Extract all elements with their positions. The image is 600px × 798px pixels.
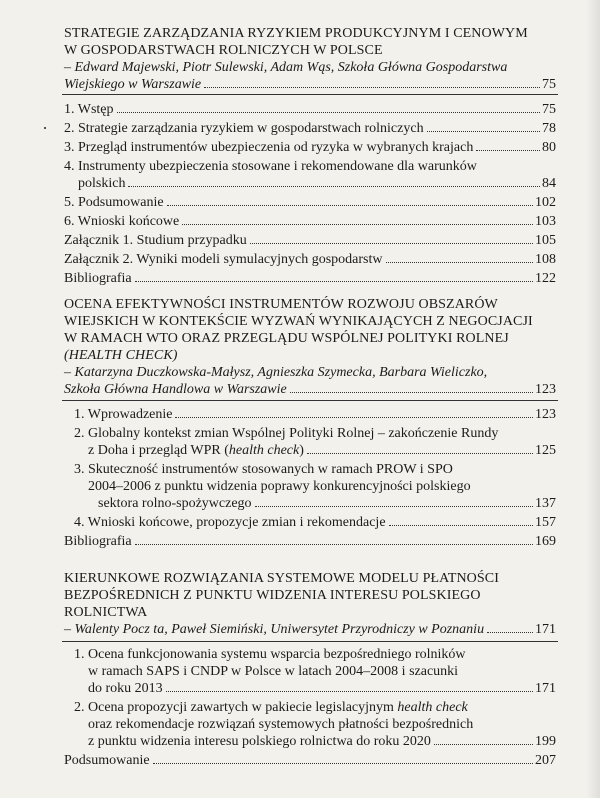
toc-entry[interactable] [64, 194, 556, 211]
section-rule [62, 400, 558, 401]
page-number: 137 [535, 496, 556, 511]
section-2-authors [64, 364, 556, 398]
page-number: 123 [535, 407, 556, 422]
toc-entry[interactable] [64, 213, 556, 230]
section-1-authors-affil: Wiejskiego w Warszawie [64, 77, 202, 92]
entry-label: Podsumowanie [64, 753, 150, 768]
toc-entry[interactable] [64, 514, 556, 531]
section-3-authors [64, 621, 556, 638]
dot-leader [117, 112, 540, 113]
entry-continuation [64, 175, 556, 192]
toc-section-1-items [64, 98, 556, 287]
section-2-authors-row[interactable] [64, 381, 556, 398]
page-number: 123 [535, 382, 556, 397]
section-3-title-line: ROLNICTWA [64, 605, 148, 620]
entry-label [88, 442, 304, 459]
entry-label: Bibliografia [64, 271, 132, 286]
entry-label: 1. Ocena funkcjonowania systemu wsparcia bezpośredniego rolników [74, 647, 466, 662]
entry-label: polskich [78, 176, 126, 191]
section-rule [62, 94, 558, 95]
toc-entry[interactable] [64, 425, 556, 459]
toc-section-2 [64, 296, 556, 398]
dot-leader [290, 392, 533, 393]
page-edge-shadow [586, 0, 600, 798]
dot-leader [128, 186, 540, 187]
dot-leader [307, 453, 533, 454]
section-1-title-line: STRATEGIE ZARZĄDZANIA RYZYKIEM PRODUKCYJNYM I CENOWYM [64, 26, 528, 41]
section-3-authors-line: – Walenty Pocz ta, Paweł Siemiński, Uniwersytet Przyrodniczy w Poznaniu [64, 622, 485, 637]
entry-label: 2004–2006 z punktu widzenia poprawy konkurencyjności polskiego [88, 479, 471, 494]
page-number: 84 [542, 176, 556, 191]
section-2-title-line: (HEALTH CHECK) [64, 348, 178, 363]
entry-label-part: 2. Ocena propozycji zawartych w pakiecie legislacyjnym [74, 700, 398, 715]
page-number: 75 [542, 102, 556, 117]
entry-label: sektora rolno-spożywczego [98, 496, 252, 511]
entry-label: 4. Instrumenty ubezpieczenia stosowane i rekomendowane dla warunków [64, 159, 477, 174]
entry-label: z punktu widzenia interesu polskiego rolnictwa do roku 2020 [88, 734, 431, 749]
toc-section-3 [64, 570, 556, 638]
toc-entry[interactable] [64, 120, 556, 137]
section-2-title-line: W RAMACH WTO ORAZ PRZEGLĄDU WSPÓLNEJ POLITYKI ROLNEJ [64, 331, 509, 346]
entry-label: oraz rekomendacje rozwiązań systemowych płatności bezpośrednich [88, 717, 474, 732]
margin-mark [44, 127, 46, 129]
entry-label: 5. Podsumowanie [64, 195, 164, 210]
toc-entry[interactable] [64, 251, 556, 268]
section-1-authors [64, 59, 556, 93]
entry-continuation [74, 733, 556, 750]
toc-entry[interactable] [64, 270, 556, 287]
toc-entry[interactable] [64, 406, 556, 423]
entry-label-italic: health check [228, 443, 300, 458]
entry-continuation [74, 495, 556, 512]
page-number: 157 [535, 515, 556, 530]
page-number: 171 [535, 681, 556, 696]
section-1-title [64, 25, 556, 59]
entry-label-part: ) [299, 443, 304, 458]
page-number: 207 [535, 753, 556, 768]
entry-label: Załącznik 2. Wyniki modeli symulacyjnych gospodarstw [64, 252, 383, 267]
dot-leader [389, 525, 533, 526]
section-2-title-line: WIEJSKICH W KONTEKŚCIE WYZWAŃ WYNIKAJĄCYCH Z NEGOCJACJI [64, 314, 533, 329]
section-rule [62, 641, 558, 642]
entry-label: 2. Globalny kontekst zmian Wspólnej Polityki Rolnej – zakończenie Rundy [74, 426, 499, 441]
section-3-title-line: KIERUNKOWE ROZWIĄZANIA SYSTEMOWE MODELU PŁATNOŚCI [64, 571, 499, 586]
dot-leader [166, 691, 533, 692]
page-number: 102 [535, 195, 556, 210]
dot-leader [427, 131, 540, 132]
toc-entry[interactable] [64, 101, 556, 118]
section-2-title-line: OCENA EFEKTYWNOŚCI INSTRUMENTÓW ROZWOJU OBSZARÓW [64, 297, 498, 312]
toc-entry[interactable] [64, 232, 556, 249]
entry-label: 2. Strategie zarządzania ryzykiem w gospodarstwach rolniczych [64, 121, 424, 136]
dot-leader [167, 205, 533, 206]
entry-label: Bibliografia [64, 534, 132, 549]
entry-label: 6. Wnioski końcowe [64, 214, 180, 229]
page-number: 169 [535, 534, 556, 549]
entry-continuation [74, 442, 556, 459]
toc-entry[interactable] [64, 461, 556, 512]
section-3-title-line: BEZPOŚREDNICH Z PUNKTU WIDZENIA INTERESU POLSKIEGO [64, 588, 481, 603]
page-number: 78 [542, 121, 556, 136]
dot-leader [153, 763, 533, 764]
section-3-authors-row[interactable] [64, 621, 556, 638]
toc-entry[interactable] [64, 646, 556, 697]
toc-section-1 [64, 25, 556, 93]
section-2-authors-line: – Katarzyna Duczkowska-Małysz, Agnieszka Szymecka, Barbara Wieliczko, [64, 365, 488, 380]
dot-leader [434, 744, 533, 745]
page-number: 108 [535, 252, 556, 267]
entry-continuation [74, 680, 556, 697]
dot-leader [386, 262, 534, 263]
dot-leader [135, 281, 533, 282]
dot-leader [487, 632, 533, 633]
entry-label: 1. Wstęp [64, 102, 114, 117]
entry-label-part: z Doha i przegląd WPR ( [88, 443, 229, 458]
section-1-authors-row[interactable] [64, 76, 556, 93]
entry-label-italic: health check [397, 700, 468, 715]
entry-label: do roku 2013 [88, 681, 163, 696]
page-number: 75 [542, 77, 556, 92]
entry-label: 3. Przegląd instrumentów ubezpieczenia od ryzyka w wybranych krajach [64, 140, 474, 155]
dot-leader [255, 506, 533, 507]
dot-leader [182, 224, 533, 225]
toc-section-3-items [64, 644, 556, 769]
page-number: 122 [535, 271, 556, 286]
page-number: 103 [535, 214, 556, 229]
section-2-authors-affil: Szkoła Główna Handlowa w Warszawie [64, 382, 287, 397]
page-number: 105 [535, 233, 556, 248]
section-1-title-line: W GOSPODARSTWACH ROLNICZYCH W POLSCE [64, 43, 383, 58]
dot-leader [175, 417, 533, 418]
section-3-title [64, 570, 556, 621]
entry-label [74, 699, 556, 716]
section-2-title [64, 296, 556, 364]
entry-label: 4. Wnioski końcowe, propozycje zmian i rekomendacje [74, 515, 386, 530]
section-1-authors-line: – Edward Majewski, Piotr Sulewski, Adam Wąs, Szkoła Główna Gospodarstwa [64, 60, 508, 75]
page-number: 199 [535, 734, 556, 749]
page-number: 125 [535, 443, 556, 458]
toc-entry[interactable] [64, 158, 556, 192]
page-number: 80 [542, 140, 556, 155]
toc-entry[interactable] [64, 533, 556, 550]
entry-label: w ramach SAPS i CNDP w Polsce w latach 2004–2008 i szacunki [88, 664, 459, 679]
page-number: 171 [535, 622, 556, 637]
toc-entry[interactable] [64, 139, 556, 156]
entry-label: Załącznik 1. Studium przypadku [64, 233, 247, 248]
toc-entry[interactable] [64, 752, 556, 769]
dot-leader [204, 87, 540, 88]
entry-label: 3. Skuteczność instrumentów stosowanych w ramach PROW i SPO [74, 462, 453, 477]
dot-leader [250, 243, 533, 244]
dot-leader [135, 544, 533, 545]
toc-section-2-items [64, 404, 556, 550]
toc-entry[interactable] [64, 699, 556, 750]
dot-leader [476, 150, 540, 151]
entry-label: 1. Wprowadzenie [74, 407, 173, 422]
